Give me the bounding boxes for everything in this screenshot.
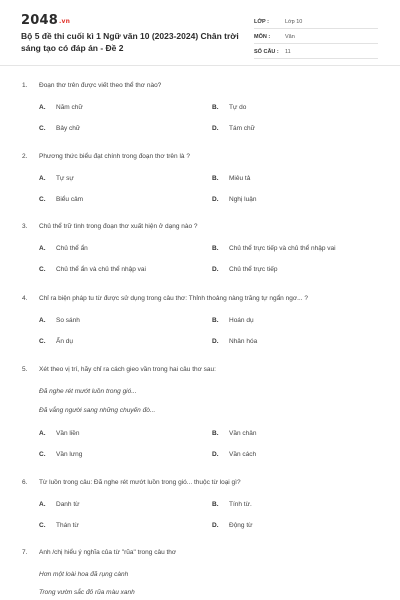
option-letter: D. [212,451,219,458]
option-letter: D. [212,266,219,273]
option-letter: C. [39,522,46,529]
option-d[interactable] [212,522,253,529]
option-text: Tự do [229,104,247,111]
option-text: Vần cách [229,451,257,458]
option-text: Năm chữ [56,104,83,111]
question-text: Đoạn thơ trên được viết theo thể thơ nào? [39,82,162,89]
meta-row-count [254,45,378,59]
option-text: Hoán dụ [229,317,254,324]
option-text: Nghị luận [229,196,257,203]
poem-excerpt-line: Hơn một loài hoa đã rụng cành [39,571,129,578]
meta-value: 11 [285,49,291,55]
option-text: Chủ thể ẩn [56,245,88,252]
option-text: Động từ [229,522,253,529]
meta-value: Văn [285,34,295,40]
option-letter: C. [39,451,46,458]
document-header [0,0,400,62]
option-text: Vần lưng [56,451,83,458]
document-title: Bộ 5 đề thi cuối kì 1 Ngữ văn 10 (2023-2024) Chân trời sáng tạo có đáp án - Đề 2 [21,31,239,53]
question-text: Từ luồn trong câu: Đã nghe rét mướt luồn trong gió... thuộc từ loại gì? [39,479,241,486]
logo-suffix: .vn [58,18,71,25]
option-letter: D. [212,338,219,345]
option-text: Nhân hóa [229,338,258,345]
option-a[interactable] [39,317,80,324]
option-b[interactable] [212,104,246,111]
option-text: Miêu tả [229,175,251,182]
option-c[interactable] [39,125,80,132]
option-d[interactable] [212,451,256,458]
option-letter: C. [39,338,46,345]
meta-value: Lớp 10 [285,19,303,25]
option-b[interactable] [212,430,256,437]
question-number: 7. [22,549,28,556]
meta-row-subject [254,30,378,44]
option-d[interactable] [212,196,256,203]
option-text: Ẩn dụ [56,338,73,345]
option-letter: C. [39,125,46,132]
option-letter: A. [39,501,46,508]
option-letter: D. [212,522,219,529]
question-text: Xét theo vị trí, hãy chỉ ra cách gieo vần trong hai câu thơ sau: [39,366,216,373]
question-text: Chỉ ra biện pháp tu từ được sử dụng trong câu thơ: Thỉnh thoảng nàng trăng tự ngẩn ngơ... ? [39,295,308,302]
option-letter: B. [212,317,219,324]
option-text: Chủ thể trực tiếp [229,266,278,273]
option-text: Bảy chữ [56,125,81,132]
question-number: 3. [22,223,28,230]
option-text: Tự sự [56,175,74,182]
meta-label: SỐ CÂU : [254,49,279,55]
logo-text: 2048 [21,13,58,28]
option-text: Danh từ [56,501,80,508]
option-a[interactable] [39,175,74,182]
option-letter: B. [212,501,219,508]
option-b[interactable] [212,501,252,508]
option-letter: A. [39,430,46,437]
option-text: Chủ thể ẩn và chủ thể nhập vai [56,266,146,273]
option-a[interactable] [39,104,83,111]
option-text: Thán từ [56,522,79,529]
poem-excerpt-line: Đã nghe rét mướt luồn trong gió... [39,388,137,395]
option-a[interactable] [39,245,88,252]
option-c[interactable] [39,522,79,529]
option-letter: D. [212,125,219,132]
option-d[interactable] [212,125,255,132]
header-divider [0,65,400,66]
option-a[interactable] [39,501,80,508]
option-b[interactable] [212,245,336,252]
question-text: Chủ thể trữ tình trong đoạn thơ xuất hiện ở dạng nào ? [39,223,198,230]
option-letter: B. [212,104,219,111]
question-text: Anh /chị hiểu ý nghĩa của từ "rũa" trong câu thơ [39,549,177,556]
question-number: 2. [22,153,28,160]
option-c[interactable] [39,338,73,345]
question-number: 1. [22,82,28,89]
option-letter: B. [212,430,219,437]
option-text: So sánh [56,317,80,324]
option-b[interactable] [212,317,254,324]
option-c[interactable] [39,266,146,273]
option-letter: A. [39,317,46,324]
option-letter: A. [39,245,46,252]
option-c[interactable] [39,196,83,203]
question-number: 4. [22,295,28,302]
option-b[interactable] [212,175,250,182]
poem-excerpt-line: Đã vắng người sang những chuyến đò... [39,407,156,414]
question-text: Phương thức biểu đạt chính trong đoạn thơ trên là ? [39,153,190,160]
meta-label: MÔN : [254,34,271,40]
option-letter: B. [212,245,219,252]
option-letter: C. [39,266,46,273]
site-logo[interactable] [21,13,70,28]
option-letter: B. [212,175,219,182]
option-letter: A. [39,175,46,182]
option-text: Vần chân [229,430,257,437]
option-c[interactable] [39,451,82,458]
question-number: 5. [22,366,28,373]
option-text: Vần liền [56,430,80,437]
option-a[interactable] [39,430,80,437]
question-number: 6. [22,479,28,486]
poem-excerpt-line: Trong vườn sắc đỏ rũa màu xanh [39,589,135,596]
option-text: Biểu cảm [56,196,84,203]
option-text: Tám chữ [229,125,256,132]
meta-row-class [254,15,378,29]
option-d[interactable] [212,338,257,345]
meta-label: LỚP : [254,19,269,25]
option-letter: D. [212,196,219,203]
option-letter: A. [39,104,46,111]
option-d[interactable] [212,266,277,273]
option-letter: C. [39,196,46,203]
option-text: Chủ thể trực tiếp và chủ thể nhập vai [229,245,336,252]
option-text: Tính từ. [229,501,252,508]
